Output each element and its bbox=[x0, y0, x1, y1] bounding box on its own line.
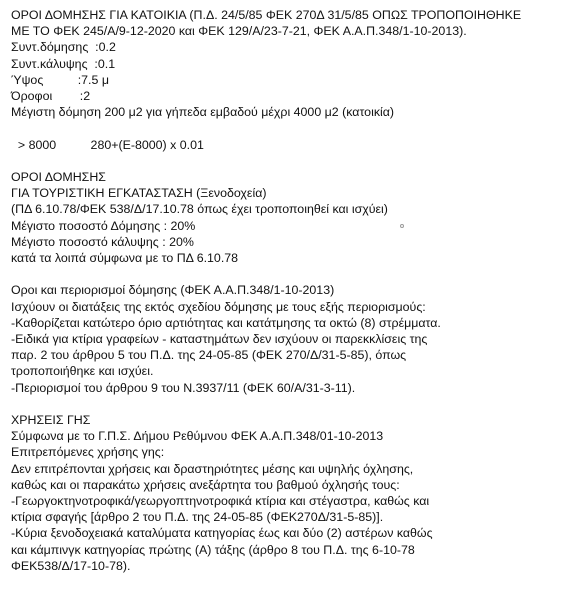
section-heading: ΧΡΗΣΕΙΣ ΓΗΣ bbox=[11, 413, 91, 428]
paragraph-line: ΦΕΚ538/Δ/17-10-78). bbox=[11, 558, 131, 573]
restriction-item: -Καθορίζεται κατώτερο όριο αρτιότητας και κατάτμησης τα οκτώ (8) στρέμματα. bbox=[11, 315, 441, 330]
blank-line bbox=[11, 396, 581, 412]
paragraph-line: και κάμπινγκ κατηγορίας πρώτης (Α) τάξης (άρθρο 8 του Π.Δ. της 6-10-78 bbox=[11, 542, 415, 557]
blank-line bbox=[11, 266, 581, 282]
section-heading-line: ΟΡΟΙ ΔΟΜΗΣΗΣ ΓΙΑ ΚΑΤΟΙΚΙΑ (Π.Δ. 24/5/85 ΦΕΚ 270Δ 31/5/85 ΟΠΩΣ ΤΡΟΠΟΠΟΙΗΘΗΚΕ bbox=[11, 8, 522, 22]
paragraph-line: Ισχύουν οι διατάξεις της εκτός σχεδίου δόμησης με τους εξής περιορισμούς: bbox=[11, 299, 426, 314]
section-subheading: ΓΙΑ ΤΟΥΡΙΣΤΙΚΗ ΕΓΚΑΤΑΣΤΑΣΗ (Ξενοδοχεία) bbox=[11, 186, 267, 201]
section-residential-building-terms bbox=[11, 7, 581, 153]
document-body bbox=[11, 7, 581, 574]
paragraph-line: Επιτρεπόμενες χρήσης γης: bbox=[11, 445, 165, 460]
section-tourist-building-terms bbox=[11, 169, 581, 266]
paragraph-line: τροποποιήθηκε και ισχύει. bbox=[11, 364, 154, 379]
section-land-uses bbox=[11, 412, 581, 574]
restriction-item: -Ειδικά για κτίρια γραφείων - καταστημάτων δεν ισχύουν οι παρεκκλίσεις της bbox=[11, 332, 428, 347]
coverage-coefficient: Συντ.κάλυψης :0.1 bbox=[11, 56, 116, 71]
paragraph-line: παρ. 2 του άρθρου 5 του Π.Δ. της 24-05-85 (ΦΕΚ 270/Δ/31-5-85), όπως bbox=[11, 348, 407, 363]
blank-line bbox=[11, 120, 581, 136]
land-use-item: -Κύρια ξενοδοχειακά καταλύματα κατηγορίας έως και δύο (2) αστέρων καθώς bbox=[11, 526, 433, 541]
section-heading: Οροι και περιορισμοί δόμησης (ΦΕΚ Α.Α.Π.348/1-10-2013) bbox=[11, 283, 335, 298]
restriction-item: -Περιορισμοί του άρθρου 9 του Ν.3937/11 (ΦΕΚ 60/Α/31-3-11). bbox=[11, 380, 356, 395]
legal-reference: (ΠΔ 6.10.78/ΦΕΚ 538/Δ/17.10.78 όπως έχει τροποποιηθεί και ισχύει) bbox=[11, 202, 388, 217]
paragraph-line: κτίρια σφαγής [άρθρο 2 του Π.Δ. της 24-05-85 (ΦΕΚ270Δ/31-5-85)]. bbox=[11, 510, 384, 525]
paragraph-line: καθώς και οι παρακάτω χρήσεις ανεξάρτητα του βαθμού όχλησής τους: bbox=[11, 477, 400, 492]
max-building-percentage: Μέγιστο ποσοστό Δόμησης : 20% bbox=[11, 218, 196, 233]
cursor-mark-icon bbox=[400, 224, 404, 228]
building-coefficient: Συντ.δόμησης :0.2 bbox=[11, 40, 116, 55]
section-restrictions bbox=[11, 282, 581, 395]
land-use-item: -Γεωργοκτηνοτροφικά/γεωργοπτηνοτροφικά κτίρια και στέγαστρα, καθώς και bbox=[11, 494, 430, 509]
floor-count: Όροφοι :2 bbox=[11, 89, 91, 104]
height-limit: Ύψος :7.5 μ bbox=[11, 72, 109, 87]
section-heading-line: ΜΕ ΤΟ ΦΕΚ 245/Α/9-12-2020 και ΦΕΚ 129/Α/23-7-21, ΦΕΚ Α.Α.Π.348/1-10-2013). bbox=[11, 24, 467, 39]
paragraph-line: Δεν επιτρέπονται χρήσεις και δραστηριότητες μέσης και υψηλής όχλησης, bbox=[11, 461, 414, 476]
max-building-area: Μέγιστη δόμηση 200 μ2 για γήπεδα εμβαδού μέχρι 4000 μ2 (κατοικία) bbox=[11, 105, 395, 120]
max-coverage-percentage: Μέγιστο ποσοστό κάλυψης : 20% bbox=[11, 234, 194, 249]
building-formula: > 8000 280+(Ε-8000) x 0.01 bbox=[11, 137, 204, 152]
other-terms-note: κατά τα λοιπά σύμφωνα με το ΠΔ 6.10.78 bbox=[11, 251, 239, 266]
paragraph-line: Σύμφωνα με το Γ.Π.Σ. Δήμου Ρεθύμνου ΦΕΚ Α.Α.Π.348/01-10-2013 bbox=[11, 429, 384, 444]
blank-line bbox=[11, 153, 581, 169]
section-heading: ΟΡΟΙ ΔΟΜΗΣΗΣ bbox=[11, 170, 106, 184]
